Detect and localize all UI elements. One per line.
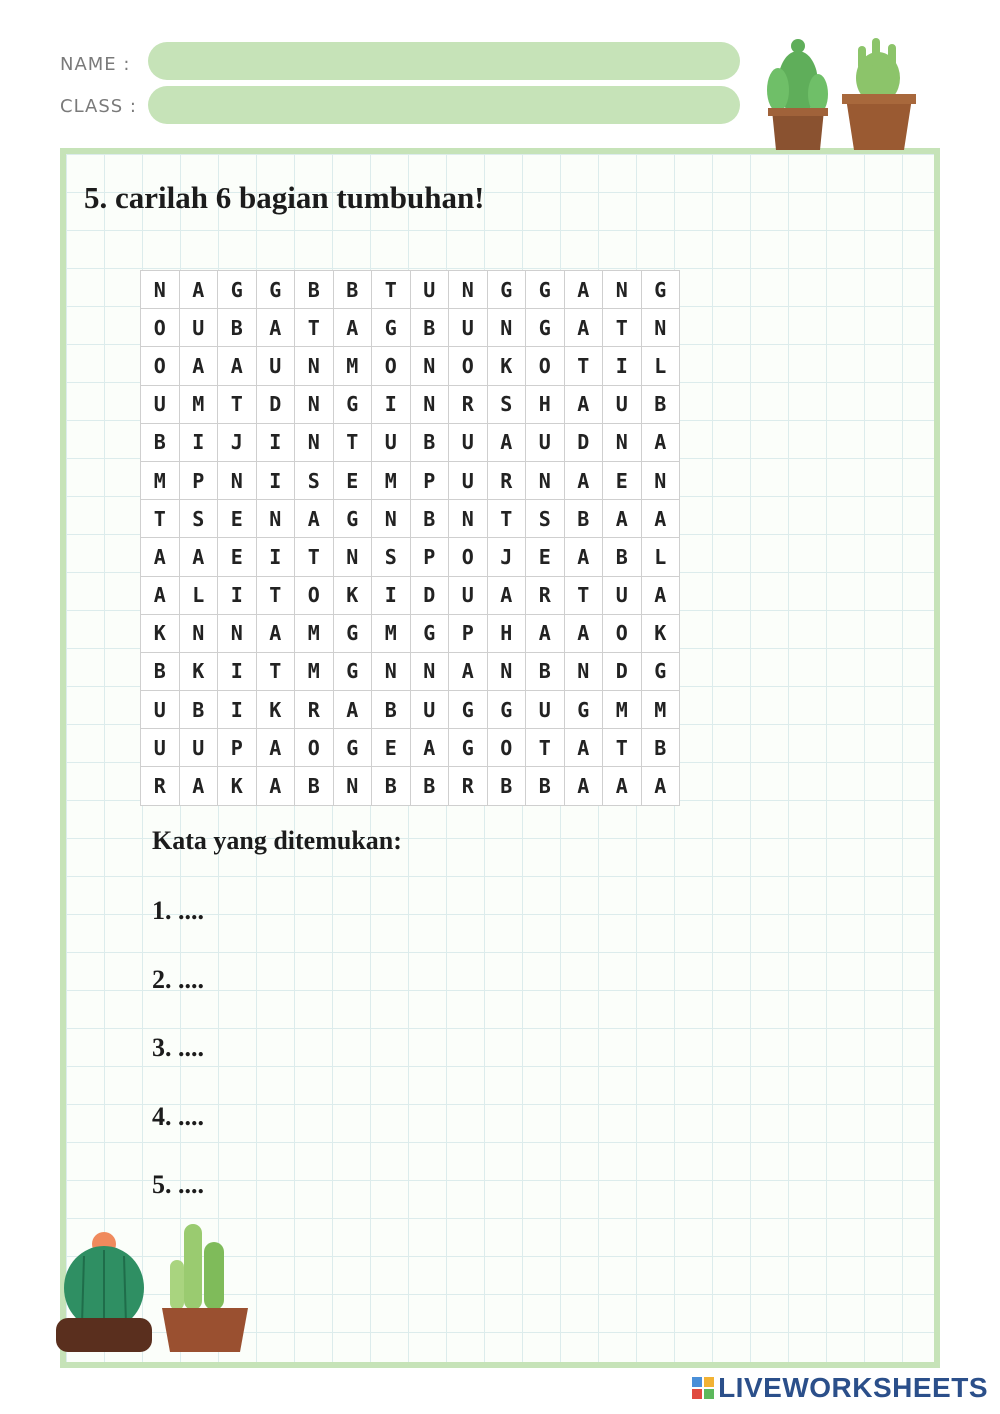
grid-cell[interactable]: I — [372, 576, 411, 614]
grid-cell[interactable]: N — [141, 271, 180, 309]
grid-cell[interactable]: B — [372, 767, 411, 805]
grid-cell[interactable]: A — [218, 347, 257, 385]
grid-cell[interactable]: H — [487, 614, 526, 652]
grid-cell[interactable]: B — [641, 729, 680, 767]
grid-cell[interactable]: I — [179, 423, 218, 461]
grid-cell[interactable]: O — [603, 614, 642, 652]
grid-cell[interactable]: H — [526, 385, 565, 423]
grid-cell[interactable]: O — [449, 347, 488, 385]
grid-cell[interactable]: G — [333, 729, 372, 767]
grid-cell[interactable]: N — [449, 500, 488, 538]
grid-cell[interactable]: S — [526, 500, 565, 538]
grid-cell[interactable]: B — [526, 652, 565, 690]
grid-cell[interactable]: I — [218, 576, 257, 614]
grid-cell[interactable]: D — [564, 423, 603, 461]
grid-cell[interactable]: K — [487, 347, 526, 385]
grid-cell[interactable]: N — [295, 347, 334, 385]
grid-cell[interactable]: L — [179, 576, 218, 614]
grid-cell[interactable]: T — [526, 729, 565, 767]
grid-cell[interactable]: A — [179, 767, 218, 805]
grid-cell[interactable]: O — [449, 538, 488, 576]
grid-cell[interactable]: A — [564, 385, 603, 423]
grid-cell[interactable]: N — [179, 614, 218, 652]
grid-cell[interactable]: S — [295, 461, 334, 499]
grid-cell[interactable]: T — [218, 385, 257, 423]
grid-cell[interactable]: P — [179, 461, 218, 499]
grid-cell[interactable]: A — [256, 614, 295, 652]
grid-cell[interactable]: B — [295, 767, 334, 805]
grid-cell[interactable]: U — [449, 309, 488, 347]
grid-cell[interactable]: K — [179, 652, 218, 690]
grid-cell[interactable]: E — [372, 729, 411, 767]
grid-row — [141, 500, 680, 538]
grid-cell[interactable]: T — [295, 309, 334, 347]
grid-cell[interactable]: G — [333, 500, 372, 538]
grid-cell[interactable]: U — [410, 271, 449, 309]
grid-cell[interactable]: A — [603, 767, 642, 805]
name-label: NAME : — [60, 54, 131, 75]
grid-cell[interactable]: G — [256, 271, 295, 309]
grid-cell[interactable]: G — [526, 271, 565, 309]
grid-cell[interactable]: I — [218, 691, 257, 729]
grid-cell[interactable]: A — [410, 729, 449, 767]
grid-cell[interactable]: N — [410, 347, 449, 385]
grid-cell[interactable]: N — [372, 500, 411, 538]
grid-cell[interactable]: R — [487, 461, 526, 499]
grid-cell[interactable]: P — [410, 461, 449, 499]
grid-cell[interactable]: N — [641, 461, 680, 499]
grid-cell[interactable]: A — [179, 271, 218, 309]
grid-cell[interactable]: U — [256, 347, 295, 385]
grid-cell[interactable]: B — [410, 309, 449, 347]
grid-cell[interactable]: K — [256, 691, 295, 729]
grid-cell[interactable]: B — [564, 500, 603, 538]
grid-cell[interactable]: N — [295, 423, 334, 461]
grid-cell[interactable]: I — [603, 347, 642, 385]
grid-cell[interactable]: M — [295, 614, 334, 652]
grid-cell[interactable]: O — [295, 576, 334, 614]
grid-cell[interactable]: N — [372, 652, 411, 690]
grid-cell[interactable]: T — [256, 576, 295, 614]
grid-row — [141, 576, 680, 614]
grid-cell[interactable]: G — [526, 309, 565, 347]
grid-row — [141, 729, 680, 767]
grid-cell[interactable]: B — [218, 309, 257, 347]
grid-cell[interactable]: I — [372, 385, 411, 423]
grid-cell[interactable]: M — [603, 691, 642, 729]
grid-cell[interactable]: I — [256, 461, 295, 499]
grid-cell[interactable]: D — [256, 385, 295, 423]
grid-cell[interactable]: P — [449, 614, 488, 652]
grid-cell[interactable]: A — [641, 767, 680, 805]
grid-cell[interactable]: B — [487, 767, 526, 805]
grid-cell[interactable]: B — [295, 271, 334, 309]
grid-cell[interactable]: O — [141, 309, 180, 347]
grid-cell[interactable]: L — [641, 538, 680, 576]
grid-cell[interactable]: G — [449, 691, 488, 729]
grid-cell[interactable]: A — [333, 309, 372, 347]
grid-row — [141, 691, 680, 729]
grid-cell[interactable]: G — [333, 614, 372, 652]
grid-cell[interactable]: A — [564, 767, 603, 805]
grid-cell[interactable]: E — [333, 461, 372, 499]
cactus-pots-top-icon — [750, 28, 930, 154]
grid-cell[interactable]: G — [641, 271, 680, 309]
cactus-pots-bottom-icon — [52, 1220, 252, 1360]
grid-cell[interactable]: R — [141, 767, 180, 805]
grid-row — [141, 271, 680, 309]
class-label: CLASS : — [60, 96, 137, 117]
grid-cell[interactable]: I — [256, 538, 295, 576]
grid-cell[interactable]: A — [256, 309, 295, 347]
grid-cell[interactable]: O — [526, 347, 565, 385]
grid-cell[interactable]: T — [333, 423, 372, 461]
grid-cell[interactable]: G — [333, 652, 372, 690]
grid-cell[interactable]: U — [449, 423, 488, 461]
grid-cell[interactable]: G — [487, 691, 526, 729]
answer-line-2[interactable]: 2. .... — [152, 965, 204, 994]
grid-cell[interactable]: N — [295, 385, 334, 423]
grid-cell[interactable]: A — [295, 500, 334, 538]
grid-cell[interactable]: N — [487, 652, 526, 690]
grid-cell[interactable]: R — [449, 767, 488, 805]
grid-cell[interactable]: U — [141, 729, 180, 767]
grid-cell[interactable]: U — [141, 691, 180, 729]
grid-cell[interactable]: U — [449, 461, 488, 499]
grid-cell[interactable]: B — [410, 423, 449, 461]
grid-cell[interactable]: U — [410, 691, 449, 729]
grid-cell[interactable]: N — [603, 271, 642, 309]
grid-cell[interactable]: M — [372, 461, 411, 499]
grid-cell[interactable]: L — [641, 347, 680, 385]
grid-cell[interactable]: A — [141, 538, 180, 576]
grid-cell[interactable]: K — [333, 576, 372, 614]
grid-cell[interactable]: A — [256, 767, 295, 805]
grid-cell[interactable]: A — [449, 652, 488, 690]
grid-cell[interactable]: T — [256, 652, 295, 690]
grid-cell[interactable]: U — [526, 691, 565, 729]
grid-cell[interactable]: N — [526, 461, 565, 499]
grid-cell[interactable]: S — [179, 500, 218, 538]
grid-cell[interactable]: N — [564, 652, 603, 690]
grid-cell[interactable]: J — [487, 538, 526, 576]
grid-cell[interactable]: R — [449, 385, 488, 423]
grid-cell[interactable]: N — [256, 500, 295, 538]
grid-cell[interactable]: G — [449, 729, 488, 767]
name-input-bar[interactable] — [148, 42, 740, 80]
grid-cell[interactable]: K — [641, 614, 680, 652]
grid-cell[interactable]: G — [333, 385, 372, 423]
grid-cell[interactable]: O — [141, 347, 180, 385]
grid-cell[interactable]: A — [333, 691, 372, 729]
grid-cell[interactable]: N — [410, 652, 449, 690]
grid-cell[interactable]: M — [641, 691, 680, 729]
grid-cell[interactable]: T — [603, 309, 642, 347]
answer-line-1[interactable]: 1. .... — [152, 896, 204, 925]
grid-cell[interactable]: E — [218, 500, 257, 538]
grid-cell[interactable]: B — [410, 767, 449, 805]
grid-cell[interactable]: I — [218, 652, 257, 690]
grid-cell[interactable]: A — [256, 729, 295, 767]
grid-cell[interactable]: E — [603, 461, 642, 499]
grid-cell[interactable]: N — [641, 309, 680, 347]
grid-cell[interactable]: O — [487, 729, 526, 767]
grid-cell[interactable]: K — [141, 614, 180, 652]
grid-cell[interactable]: K — [218, 767, 257, 805]
grid-cell[interactable]: T — [564, 576, 603, 614]
grid-cell[interactable]: A — [564, 461, 603, 499]
grid-cell[interactable]: A — [179, 538, 218, 576]
grid-cell[interactable]: B — [141, 652, 180, 690]
grid-cell[interactable]: A — [487, 423, 526, 461]
grid-cell[interactable]: N — [218, 614, 257, 652]
grid-cell[interactable]: G — [410, 614, 449, 652]
grid-row — [141, 538, 680, 576]
grid-cell[interactable]: B — [179, 691, 218, 729]
grid-cell[interactable]: T — [141, 500, 180, 538]
grid-cell[interactable]: N — [218, 461, 257, 499]
answer-line-3[interactable]: 3. .... — [152, 1033, 204, 1062]
grid-cell[interactable]: A — [603, 500, 642, 538]
page-title: 5. carilah 6 bagian tumbuhan! — [84, 180, 485, 215]
grid-cell[interactable]: R — [295, 691, 334, 729]
grid-cell[interactable]: O — [295, 729, 334, 767]
grid-cell[interactable]: T — [564, 347, 603, 385]
grid-cell[interactable]: A — [564, 614, 603, 652]
grid-cell[interactable]: U — [372, 423, 411, 461]
grid-cell[interactable]: T — [603, 729, 642, 767]
word-search-grid — [140, 270, 680, 806]
grid-cell[interactable]: B — [526, 767, 565, 805]
answer-line-4[interactable]: 4. .... — [152, 1102, 204, 1131]
grid-cell[interactable]: A — [641, 423, 680, 461]
grid-cell[interactable]: M — [295, 652, 334, 690]
grid-cell[interactable]: B — [372, 691, 411, 729]
grid-cell[interactable]: D — [410, 576, 449, 614]
grid-cell[interactable]: R — [526, 576, 565, 614]
grid-cell[interactable]: A — [641, 576, 680, 614]
grid-cell[interactable]: M — [179, 385, 218, 423]
grid-cell[interactable]: D — [603, 652, 642, 690]
grid-cell[interactable]: G — [487, 271, 526, 309]
grid-row — [141, 461, 680, 499]
grid-cell[interactable]: J — [218, 423, 257, 461]
brand-text: LIVEWORKSHEETS — [718, 1372, 988, 1403]
grid-cell[interactable]: U — [179, 729, 218, 767]
grid-cell[interactable]: U — [179, 309, 218, 347]
liveworksheets-logo — [692, 1372, 988, 1404]
grid-cell[interactable]: U — [449, 576, 488, 614]
grid-cell[interactable]: B — [410, 500, 449, 538]
grid-row — [141, 385, 680, 423]
liveworksheets-mark-icon — [692, 1377, 714, 1399]
grid-cell[interactable]: A — [564, 271, 603, 309]
grid-cell[interactable]: A — [564, 729, 603, 767]
grid-cell[interactable]: T — [295, 538, 334, 576]
grid-cell[interactable]: N — [333, 538, 372, 576]
grid-row — [141, 614, 680, 652]
grid-cell[interactable]: A — [141, 576, 180, 614]
grid-cell[interactable]: O — [372, 347, 411, 385]
grid-cell[interactable]: B — [333, 271, 372, 309]
grid-cell[interactable]: N — [487, 309, 526, 347]
grid-row — [141, 423, 680, 461]
grid-cell[interactable]: N — [449, 271, 488, 309]
grid-cell[interactable]: I — [256, 423, 295, 461]
grid-cell[interactable]: U — [603, 576, 642, 614]
grid-cell[interactable]: U — [603, 385, 642, 423]
grid-cell[interactable]: A — [564, 309, 603, 347]
grid-cell[interactable]: A — [641, 500, 680, 538]
grid-row — [141, 652, 680, 690]
grid-cell[interactable]: A — [179, 347, 218, 385]
grid-cell[interactable]: B — [141, 423, 180, 461]
grid-cell[interactable]: S — [487, 385, 526, 423]
grid-row — [141, 767, 680, 805]
grid-cell[interactable]: U — [526, 423, 565, 461]
grid-cell[interactable]: N — [410, 385, 449, 423]
grid-cell[interactable]: M — [372, 614, 411, 652]
grid-cell[interactable]: S — [372, 538, 411, 576]
grid-cell[interactable]: T — [487, 500, 526, 538]
grid-cell[interactable]: E — [526, 538, 565, 576]
grid-cell[interactable]: T — [372, 271, 411, 309]
grid-cell[interactable]: G — [372, 309, 411, 347]
grid-cell[interactable]: B — [603, 538, 642, 576]
grid-cell[interactable]: U — [141, 385, 180, 423]
grid-cell[interactable]: A — [487, 576, 526, 614]
grid-cell[interactable]: M — [141, 461, 180, 499]
answer-line-5[interactable]: 5. .... — [152, 1170, 204, 1199]
grid-cell[interactable]: N — [333, 767, 372, 805]
grid-cell[interactable]: A — [526, 614, 565, 652]
grid-cell[interactable]: E — [218, 538, 257, 576]
grid-cell[interactable]: G — [218, 271, 257, 309]
grid-cell[interactable]: N — [603, 423, 642, 461]
grid-cell[interactable]: B — [641, 385, 680, 423]
grid-row — [141, 347, 680, 385]
class-input-bar[interactable] — [148, 86, 740, 124]
grid-cell[interactable]: P — [410, 538, 449, 576]
grid-cell[interactable]: G — [564, 691, 603, 729]
grid-cell[interactable]: G — [641, 652, 680, 690]
grid-row — [141, 309, 680, 347]
grid-cell[interactable]: P — [218, 729, 257, 767]
found-words-label: Kata yang ditemukan: — [152, 826, 402, 855]
grid-cell[interactable]: M — [333, 347, 372, 385]
grid-cell[interactable]: A — [564, 538, 603, 576]
